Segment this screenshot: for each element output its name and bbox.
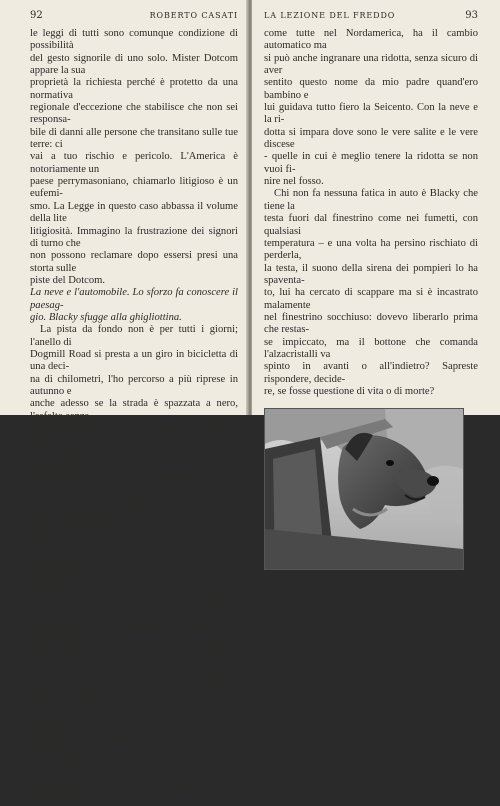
text-line: sentito questo nome da mio padre quand'ero bambino e: [264, 77, 478, 101]
text-line: paese perrymasoniano, chiamarlo litigioso è un eufemi-: [30, 176, 238, 200]
right-paragraph-1: [264, 28, 478, 188]
text-line: to, lui ha cercato di scappare ma si è incastrato malamente: [264, 287, 478, 311]
right-body-text: [264, 28, 478, 398]
text-line: È tuttavia con la neve sulle strade l'auto acquista: [30, 706, 238, 731]
text-line: na di chilometri, l'ho percorso a più riprese in autunno e: [30, 373, 238, 397]
text-line: respiro in affanno.: [30, 694, 108, 706]
text-line: se impiccato, ma il bottone che comanda l'alzacristalli va: [264, 336, 478, 360]
right-page-header: [264, 10, 478, 28]
text-line: vai a tuo rischio e pericolo. L'America è notoriamente un: [30, 151, 238, 175]
text-line: re con la visione ma con la tensione dei muscoli e il: [30, 669, 238, 694]
text-line: nire nel fosso.: [264, 176, 324, 188]
text-line: li avvertiamo come se ci appartenessero. La nostra auto,: [30, 780, 238, 805]
text-line: traccia di ghiaccio, mi ci avventuro con energia. Andare: [30, 423, 238, 447]
section-title-line: La neve e l'automobile. Lo sforzo fa conoscere il paesag-: [30, 287, 238, 311]
left-paragraph-1: [30, 28, 238, 287]
text-line: frenava e per sopramomentaneo ha anche inerzia, terminata la: [30, 497, 238, 521]
left-page: [0, 0, 248, 805]
text-line: - quelle in cui è meglio tenere la ridotta se non vuoi fi-: [264, 151, 478, 175]
left-body-text: [30, 28, 238, 806]
text-line: La pista da fondo non è per tutti i giorni; l'anello di: [30, 324, 238, 348]
text-line: testa fuori dal finestrino come nei fumetti, con qualsiasi: [264, 213, 478, 237]
left-paragraph-2: [30, 324, 238, 707]
text-line: come tutte nel Nordamerica, ha il cambio automatico ma: [264, 28, 478, 52]
text-line: le leggi di tutti sono comunque condizione di possibilità: [30, 28, 238, 52]
text-line: cui l'organizziamo gli sforzi. Sono certo sforzi vicari, ma: [30, 756, 238, 780]
left-paragraph-3: [30, 707, 238, 806]
text-line: regionale d'eccezione che stabilisce che non sei responsa-: [30, 102, 238, 126]
text-line: piste del Dotcom.: [30, 274, 106, 286]
left-running-head: ROBERTO CASATI: [149, 11, 238, 20]
text-line: lui guidava tutto fiero la Seicento. Con la neve e la ri-: [264, 102, 478, 126]
right-paragraph-2: [264, 188, 478, 398]
text-line: a pedalare, arranchiamo prima di scollinare, vediamo: [30, 595, 238, 620]
left-page-number: 92: [30, 10, 43, 21]
text-line: anche adesso se la strada è spazzata a nero, l'asfalto senza: [30, 398, 238, 422]
text-line: bile di danni alle persone che transitano sulle tue terre: ci: [30, 126, 238, 151]
text-line: smo. La Legge in questo caso abbassa il volume della lite: [30, 200, 238, 225]
text-line: del gesto signorile di uno solo. Mister Dotcom appare la sua: [30, 52, 238, 77]
text-line: no la cima come una promessa e un ristoro. La bicicletta: [30, 620, 238, 644]
right-page-number: 93: [465, 10, 478, 21]
text-line: è uno strumento di conoscenza del paesaggio, ci fa vede-: [30, 645, 238, 669]
text-line: a un terzo della salita siamo di nuovo sudati, costretti: [30, 571, 238, 595]
dog-in-car-photo: [264, 408, 464, 570]
text-line: re, se fosse questione di vita o di morte?: [264, 385, 435, 397]
text-line: ta possiamo lanciarci quanto ci pare nel vento del pendio,: [30, 546, 238, 570]
text-line: temperatura – e una volta ha persino rischiato di perderla,: [264, 237, 478, 262]
text-line: Dogmill Road si presta a un giro in bicicletta di una deci-: [30, 348, 238, 373]
text-line: dotta si impara dove sono le vere salite e le vere discese: [264, 126, 478, 151]
text-line: litigiosità. Immagino la frustrazione dei signori di turno che: [30, 225, 238, 249]
text-line: in bicicletta significa sperimentare per i molti saliscendi,: [30, 447, 238, 472]
text-line: si può anche ingranare una ridotta, senza sicuro di aver: [264, 52, 478, 77]
text-line: proprietà la richiesta perché è protetto da una normativa: [30, 77, 238, 101]
section-title-line: gio. Blacky sfugge alla ghigliottina.: [30, 311, 182, 323]
text-line: molti più di quelli che ci appaiono in auto. L'auto ha pochi: [30, 472, 238, 496]
text-line: non possono reclamare dopo essersi presi una storta sulle: [30, 250, 238, 274]
text-line: spinto in avanti o all'indietro? Sapreste rispondere, decide-: [264, 361, 478, 385]
section-title: [30, 287, 238, 324]
right-page: [252, 0, 500, 415]
text-line: nel finestrino socchiuso: dovevo liberarlo prima che restas-: [264, 311, 478, 336]
text-line: la testa, il suono della sirena dei pompieri lo ha spaventa-: [264, 262, 478, 286]
text-line: Chi non fa nessuna fatica in auto è Blacky che tiene la: [264, 188, 478, 212]
text-line: anch'essa delle antenne conoscitive, cambia il modo in: [30, 731, 238, 755]
left-page-header: [30, 10, 238, 28]
right-running-head: LA LEZIONE DEL FREDDO: [264, 11, 396, 20]
text-line: discesa risale senza fatica il pendio che segue; in biciclet-: [30, 521, 238, 546]
